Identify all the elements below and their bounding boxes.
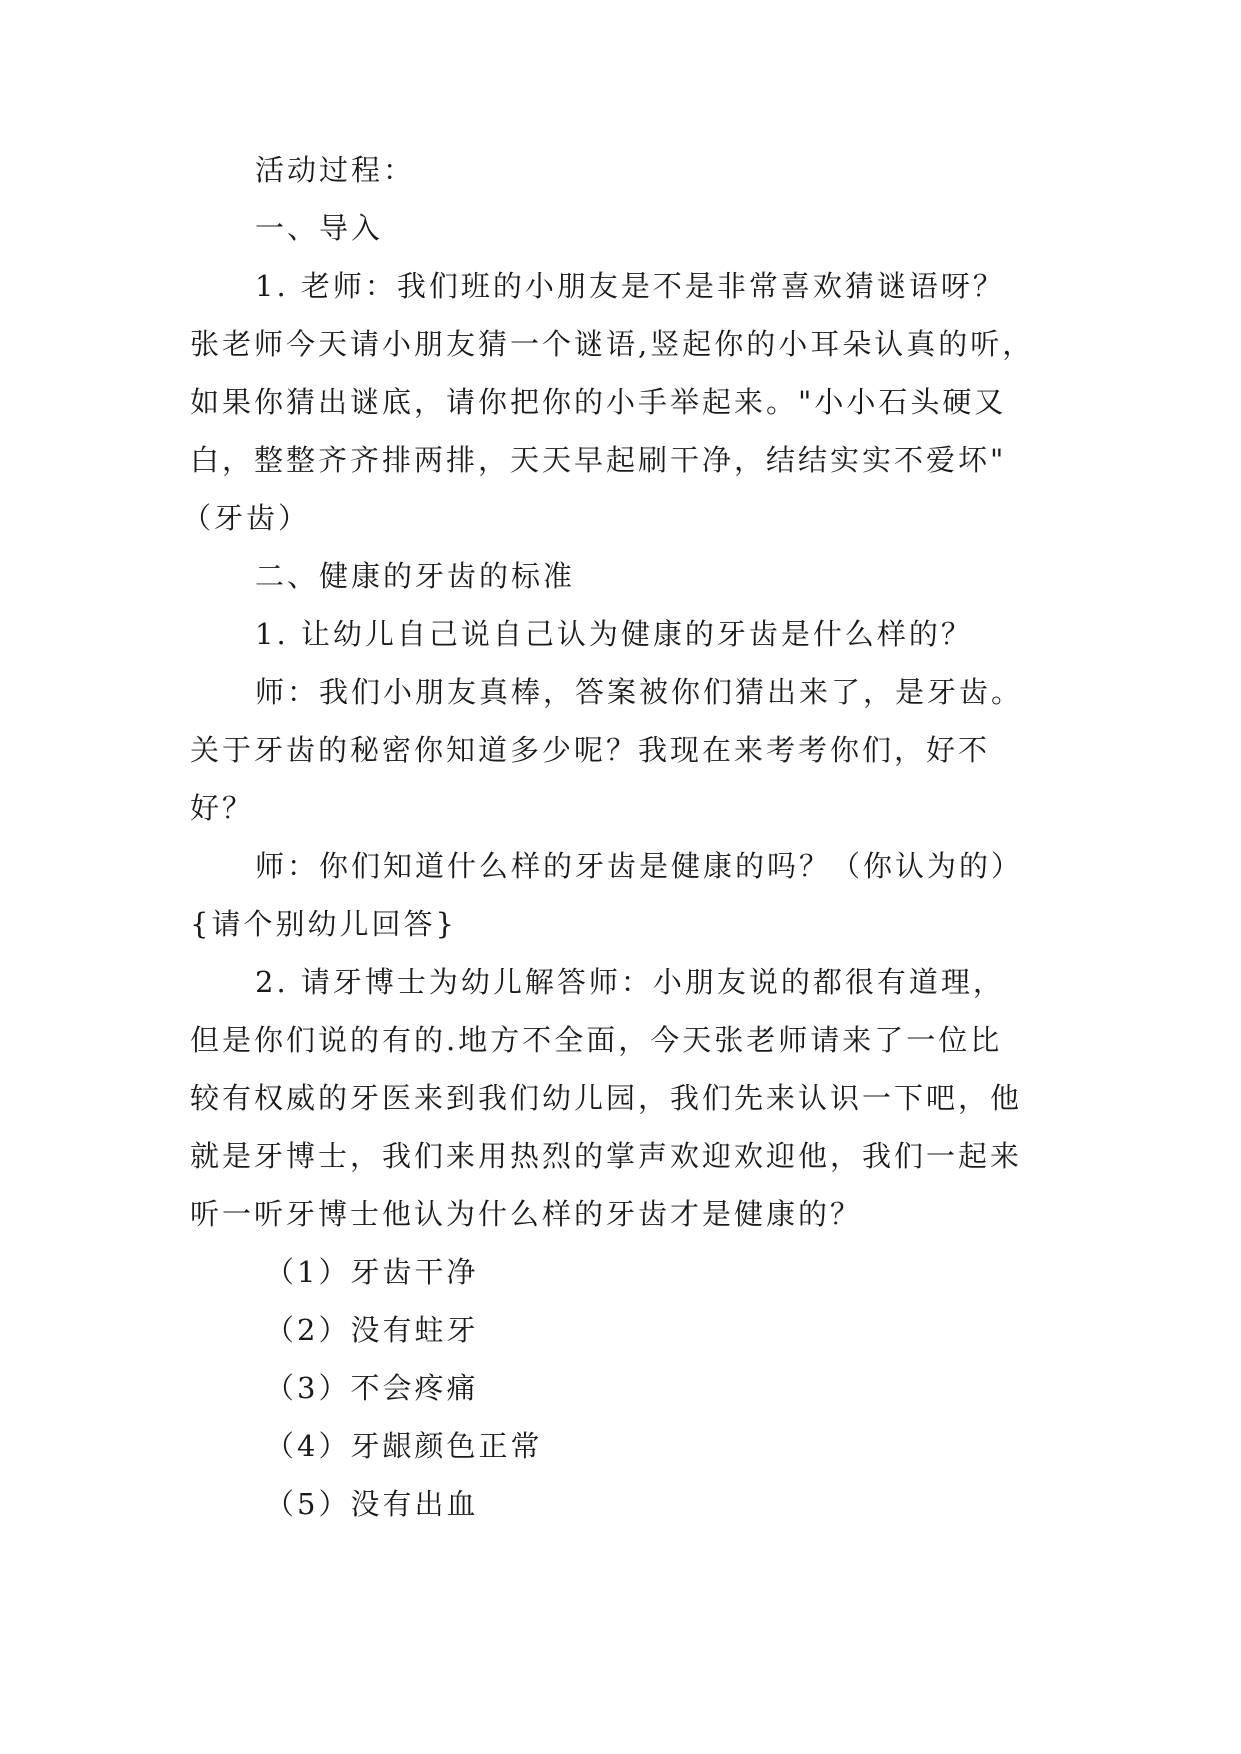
standard-item: （5）没有出血 (265, 1487, 479, 1521)
doctor-paragraph-line-2: 但是你们说的有的.地方不全面，今天张老师请来了一位比 (190, 1023, 1003, 1057)
teacher-paragraph-line-3: 好？ (190, 791, 255, 825)
teacher-question-line-1: 师：你们知道什么样的牙齿是健康的吗？（你认为的） (255, 849, 1024, 883)
section-standards-title: 二、健康的牙齿的标准 (255, 559, 576, 593)
standard-item: （2）没有蛀牙 (265, 1313, 479, 1347)
standard-item: （1）牙齿干净 (265, 1255, 479, 1289)
standards-question-1: 1. 让幼儿自己说自己认为健康的牙齿是什么样的？ (255, 617, 973, 651)
teacher-question-line-2: {请个别幼儿回答} (190, 907, 457, 941)
intro-paragraph-line-5: （牙齿） (182, 501, 311, 535)
intro-paragraph-line-1: 1. 老师：我们班的小朋友是不是非常喜欢猜谜语呀？ (255, 269, 1005, 303)
intro-paragraph-line-2: 张老师今天请小朋友猜一个谜语,竖起你的小耳朵认真的听， (190, 327, 1035, 361)
standard-item: （4）牙龈颜色正常 (265, 1429, 543, 1463)
intro-paragraph-line-4: 白，整整齐齐排两排，天天早起刷干净，结结实实不爱坏" (190, 443, 1007, 477)
doctor-paragraph-line-4: 就是牙博士，我们来用热烈的掌声欢迎欢迎他，我们一起来 (190, 1139, 1023, 1173)
intro-paragraph-line-3: 如果你猜出谜底，请你把你的小手举起来。"小小石头硬又 (190, 385, 1007, 419)
section-intro-title: 一、导入 (255, 211, 384, 245)
doctor-paragraph-line-5: 听一听牙博士他认为什么样的牙齿才是健康的？ (190, 1197, 863, 1231)
activity-process-heading: 活动过程： (255, 153, 416, 187)
teacher-paragraph-line-1: 师：我们小朋友真棒，答案被你们猜出来了，是牙齿。 (255, 675, 1024, 709)
doctor-paragraph-line-3: 较有权威的牙医来到我们幼儿园，我们先来认识一下吧，他 (190, 1081, 1023, 1115)
teacher-paragraph-line-2: 关于牙齿的秘密你知道多少呢？我现在来考考你们，好不 (190, 733, 991, 767)
standard-item: （3）不会疼痛 (265, 1371, 479, 1405)
doctor-paragraph-line-1: 2. 请牙博士为幼儿解答师：小朋友说的都很有道理， (255, 965, 1005, 999)
